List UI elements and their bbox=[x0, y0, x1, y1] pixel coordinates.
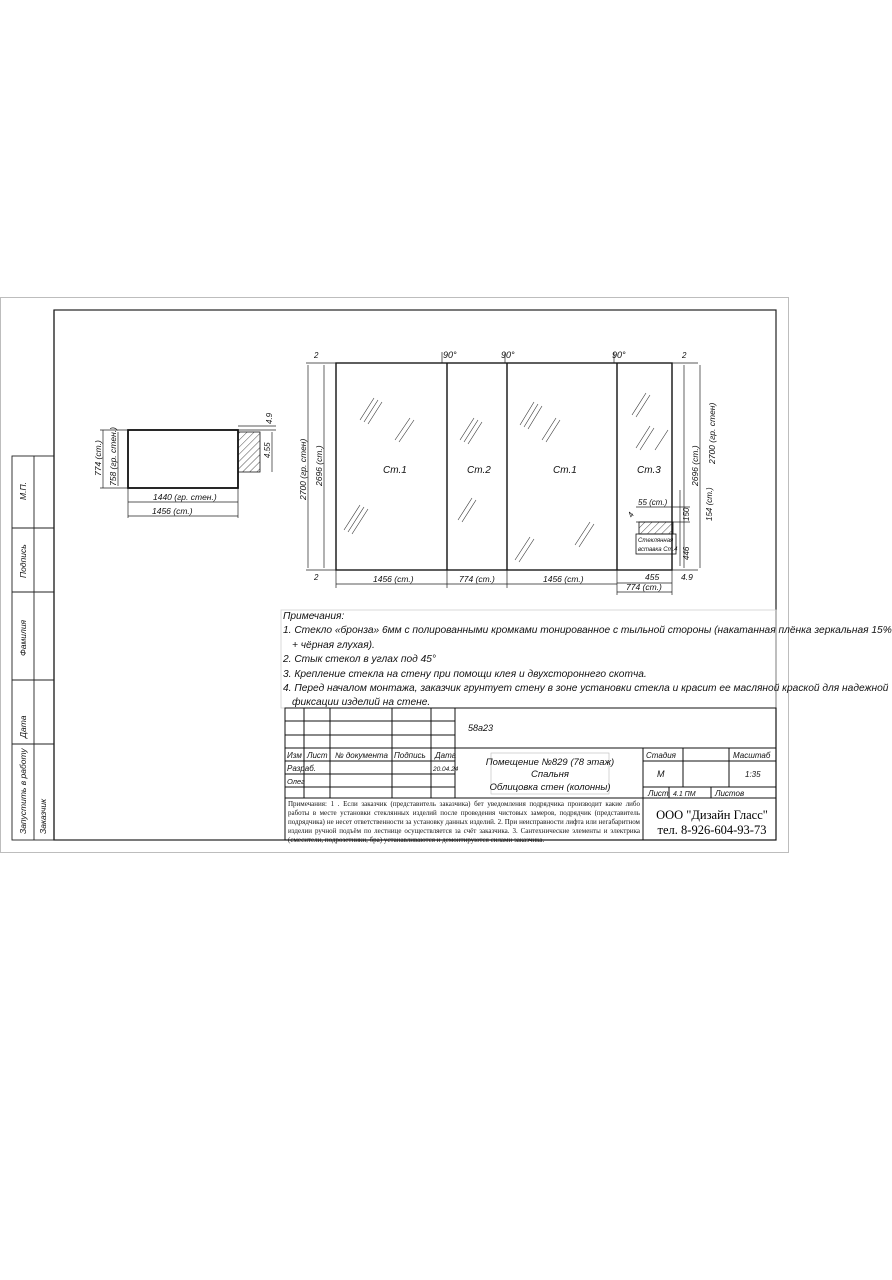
note-4b: фиксации изделий на стене. bbox=[292, 697, 431, 709]
width-4-9: 4.9 bbox=[681, 572, 693, 582]
notes-block bbox=[283, 610, 892, 711]
panel-label-3: Ст.1 bbox=[553, 465, 577, 476]
angle-3: 90° bbox=[612, 350, 626, 360]
company-name: ООО "Дизайн Гласс" bbox=[656, 808, 768, 822]
angle-2: 90° bbox=[501, 350, 515, 360]
width-2: 774 (ст.) bbox=[459, 574, 495, 584]
plan-dim-1456: 1456 (ст.) bbox=[152, 506, 193, 516]
stamp-date: Дата bbox=[18, 715, 28, 738]
tb-sheet-label: Лист bbox=[648, 789, 669, 798]
insert-label-1: Стеклянная bbox=[638, 538, 674, 544]
panel-label-2: Ст.2 bbox=[467, 465, 491, 476]
tb-r-name: Олег bbox=[287, 777, 305, 786]
insert-label-2: вставка Ст.4 bbox=[638, 547, 678, 553]
bottom-gap-left: 2 bbox=[314, 573, 319, 582]
angle-1: 90° bbox=[443, 350, 457, 360]
dim-154: 154 (ст.) bbox=[705, 487, 714, 521]
top-gap-right: 2 bbox=[682, 351, 687, 360]
sheet-code: 58a23 bbox=[468, 723, 494, 733]
dim-446: 446 bbox=[682, 546, 691, 560]
width-1: 1456 (ст.) bbox=[373, 574, 414, 584]
plan-dim-758: 758 (гр. стен.) bbox=[108, 427, 118, 486]
dim-55: 55 (ст.) bbox=[638, 498, 668, 507]
note-4a: 4. Перед началом монтажа, заказчик грунтует стену в зоне установки стекла и красит ее масляной краской для надежной bbox=[283, 683, 889, 695]
title-room: Помещение №829 (78 этаж) bbox=[485, 757, 615, 768]
note-2: 2. Стык стекол в углах под 45° bbox=[283, 654, 437, 666]
top-gap-left: 2 bbox=[314, 351, 319, 360]
panel-label-4: Ст.3 bbox=[637, 465, 661, 476]
tb-scale-value: 1:35 bbox=[745, 770, 761, 779]
dim-4: 4 bbox=[625, 510, 636, 519]
stamp-customer: Заказчик bbox=[38, 798, 48, 834]
width-4: 774 (ст.) bbox=[626, 582, 662, 592]
height-wall-right: 2700 (гр. стен) bbox=[707, 402, 717, 464]
dim-150: 150 bbox=[682, 507, 691, 521]
tb-scale-label: Масштаб bbox=[733, 751, 771, 760]
tb-h-list: Лист bbox=[307, 751, 328, 760]
note-1b: + чёрная глухая). bbox=[292, 639, 375, 651]
plan-view bbox=[93, 412, 276, 518]
company-phone: тел. 8-926-604-93-73 bbox=[657, 823, 767, 837]
tb-stage-value: М bbox=[657, 769, 665, 779]
tb-r-date: 20.04.24 bbox=[433, 766, 459, 773]
note-3: 3. Крепление стекла на стену при помощи клея и двухстороннего скотча. bbox=[283, 668, 647, 680]
note-1a: 1. Стекло «бронза» 6мм с полированными кромками тонированное с тыльной стороны (накатанная плёнка зеркальная 15% bbox=[283, 625, 892, 637]
title-area: Спальня bbox=[531, 769, 569, 780]
tb-stage-label: Стадия bbox=[646, 751, 676, 760]
tb-sheets-label: Листов bbox=[715, 789, 745, 798]
plan-dim-774: 774 (ст.) bbox=[93, 440, 103, 476]
tb-r-dev: Разраб. bbox=[287, 764, 316, 773]
plan-dim-4-55: 4.55 bbox=[263, 442, 272, 458]
plan-dim-4-9: 4.9 bbox=[265, 412, 274, 424]
tb-h-sign: Подпись bbox=[394, 751, 426, 760]
width-3: 1456 (ст.) bbox=[543, 574, 584, 584]
legal-notes: Примечания: 1 . Если заказчик (представитель заказчика) бет уведомления подрядчика производит какие либо работы в месте установки стеклянных изделий после проведения чистовых замеров, подрядчик (представитель подрядчика) не несет ответственности за установку данных изделий. 2. При неисправности лифта или негабаритном изделии ручной подъём по лестнице осуществляется за счёт заказчика. 3. Сантехнические элементы и электрика (смесители, подрозетники, бра) устанавливаются и демонтируются силами заказчика. bbox=[288, 800, 640, 845]
stamp-mp: М.П. bbox=[18, 482, 28, 500]
tb-h-date: Дата bbox=[435, 751, 457, 760]
company-block bbox=[648, 808, 776, 838]
width-455: 455 bbox=[645, 572, 660, 582]
tb-h-izm: Изм bbox=[287, 751, 302, 760]
elevation-view bbox=[298, 350, 717, 595]
stamp-launch: Запустить в работу bbox=[18, 748, 28, 834]
notes-heading: Примечания: bbox=[283, 611, 345, 622]
stamp-surname: Фамилия bbox=[18, 619, 28, 656]
tb-sheet-value: 4.1 ПМ bbox=[673, 791, 696, 798]
title-work: Облицовка стен (колонны) bbox=[489, 782, 611, 793]
tb-h-doc: № документа bbox=[335, 751, 388, 760]
panel-label-1: Ст.1 bbox=[383, 465, 407, 476]
height-glass-left: 2696 (ст.) bbox=[314, 445, 324, 486]
plan-dim-1440: 1440 (гр. стен.) bbox=[153, 492, 217, 502]
height-wall-left: 2700 (гр. стен) bbox=[298, 438, 308, 500]
stamp-sign: Подпись bbox=[18, 544, 28, 578]
height-glass-right: 2696 (ст.) bbox=[690, 445, 700, 486]
